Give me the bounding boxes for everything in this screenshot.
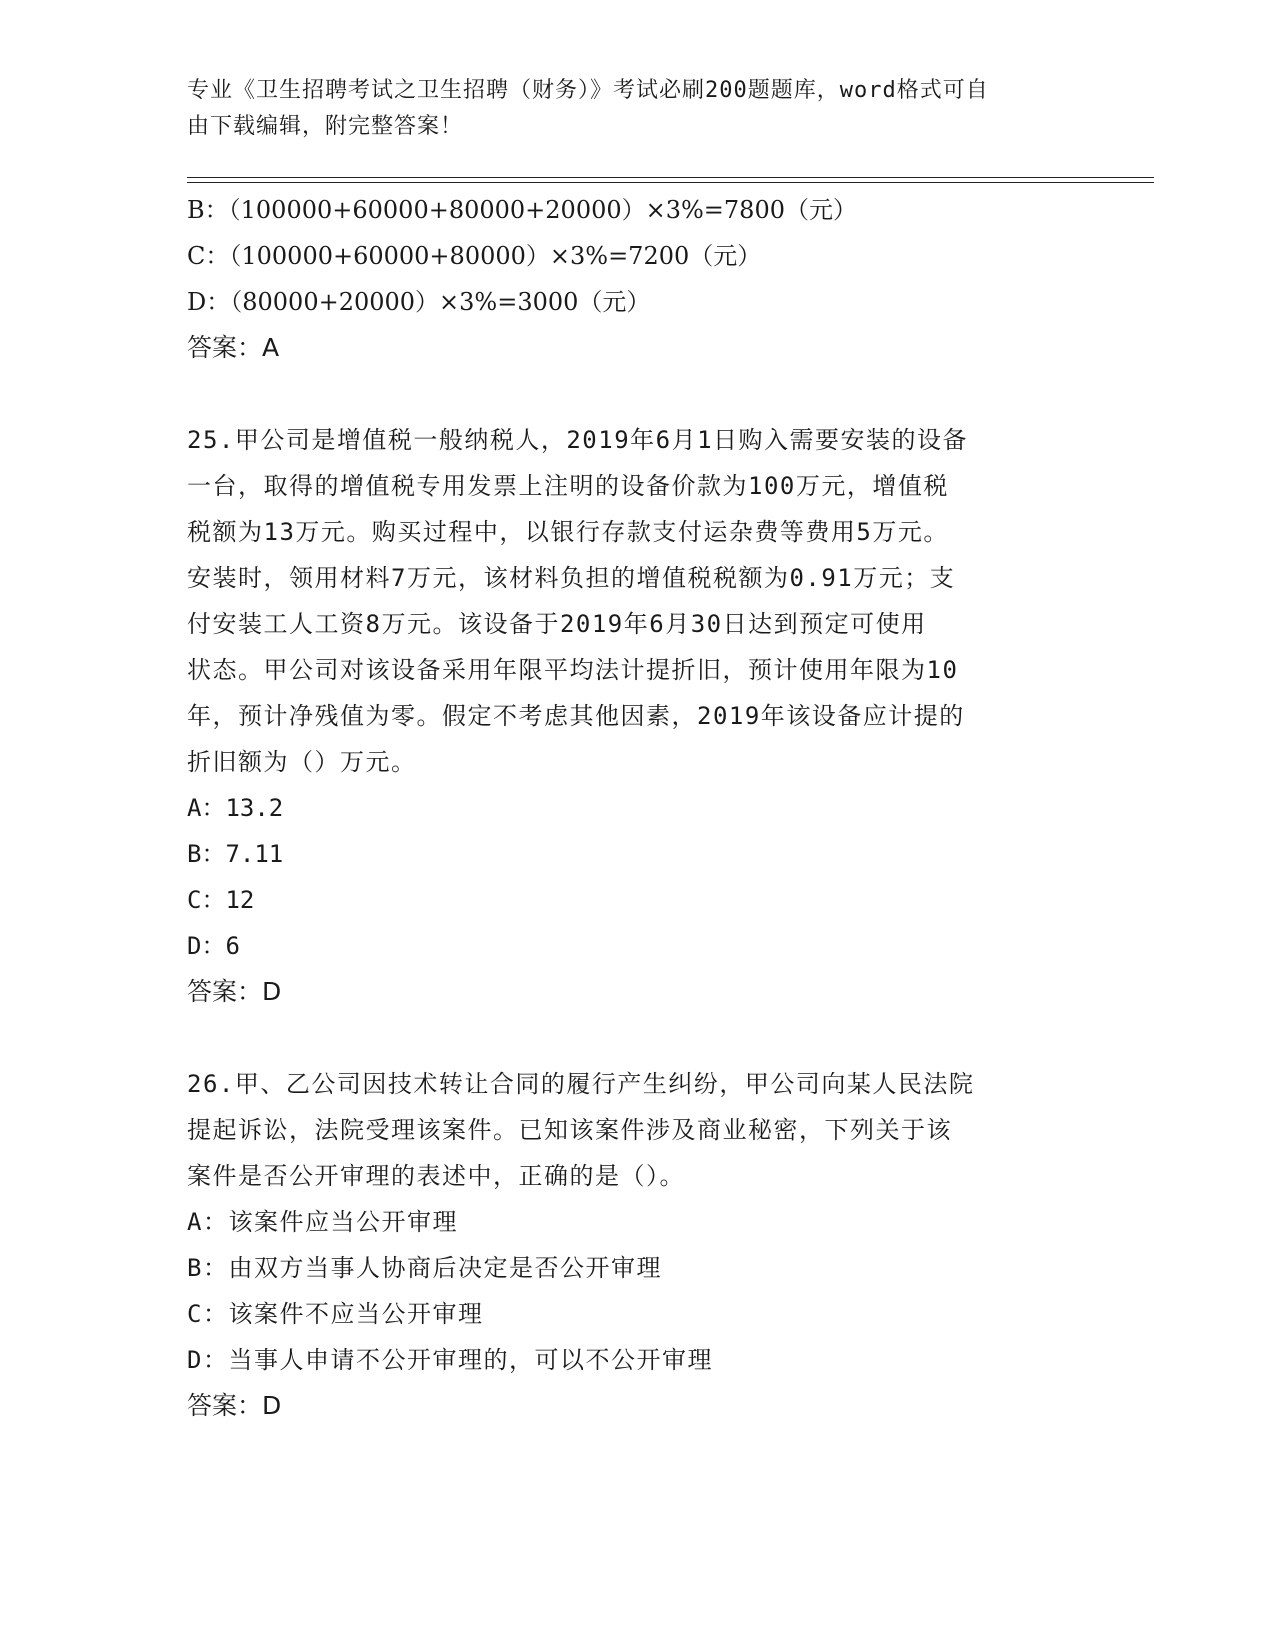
header-divider-top	[187, 177, 1154, 178]
option-d: D：6	[187, 932, 240, 960]
option-c: C：（100000+60000+80000）×3%=7200（元）	[187, 242, 762, 270]
question-stem-line: 26.甲、乙公司因技术转让合同的履行产生纠纷，甲公司向某人民法院	[187, 1070, 975, 1098]
header-line-1: 专业《卫生招聘考试之卫生招聘（财务）》考试必刷200题题库，word格式可自	[187, 78, 989, 103]
question-stem-line: 案件是否公开审理的表述中，正确的是（）。	[187, 1162, 685, 1190]
answer-line: 答案：D	[187, 977, 282, 1006]
option-c: C：12	[187, 886, 255, 914]
question-stem-line: 折旧额为（）万元。	[187, 748, 417, 776]
option-b: B：（100000+60000+80000+20000）×3%=7800（元）	[187, 196, 857, 224]
option-d: D：当事人申请不公开审理的，可以不公开审理	[187, 1346, 713, 1374]
question-25-options	[187, 785, 1087, 1015]
question-26	[187, 1061, 1087, 1199]
document-header	[187, 73, 1067, 145]
option-b: B：由双方当事人协商后决定是否公开审理	[187, 1254, 662, 1282]
answer-line: 答案：A	[187, 333, 280, 362]
option-a: A：13.2	[187, 794, 284, 822]
question-stem-line: 一台，取得的增值税专用发票上注明的设备价款为100万元，增值税	[187, 472, 949, 500]
question-24-tail	[187, 187, 1087, 371]
option-c: C：该案件不应当公开审理	[187, 1300, 484, 1328]
option-b: B：7.11	[187, 840, 284, 868]
answer-line: 答案：D	[187, 1391, 282, 1420]
header-line-2: 由下载编辑，附完整答案！	[187, 114, 464, 139]
document-body	[187, 187, 1087, 1429]
header-divider-bottom	[187, 182, 1154, 183]
question-26-options	[187, 1199, 1087, 1383]
question-stem-line: 付安装工人工资8万元。该设备于2019年6月30日达到预定可使用	[187, 610, 927, 638]
option-a: A：该案件应当公开审理	[187, 1208, 458, 1236]
option-d: D：（80000+20000）×3%=3000（元）	[187, 288, 651, 316]
question-stem-line: 安装时，领用材料7万元，该材料负担的增值税税额为0.91万元；支	[187, 564, 956, 592]
question-stem-line: 税额为13万元。购买过程中，以银行存款支付运杂费等费用5万元。	[187, 518, 949, 546]
question-25	[187, 417, 1087, 785]
question-stem-line: 年，预计净残值为零。假定不考虑其他因素，2019年该设备应计提的	[187, 702, 965, 730]
question-stem-line: 25.甲公司是增值税一般纳税人，2019年6月1日购入需要安装的设备	[187, 426, 969, 454]
question-stem-line: 提起诉讼，法院受理该案件。已知该案件涉及商业秘密，下列关于该	[187, 1116, 952, 1144]
question-stem-line: 状态。甲公司对该设备采用年限平均法计提折旧，预计使用年限为10	[187, 656, 959, 684]
